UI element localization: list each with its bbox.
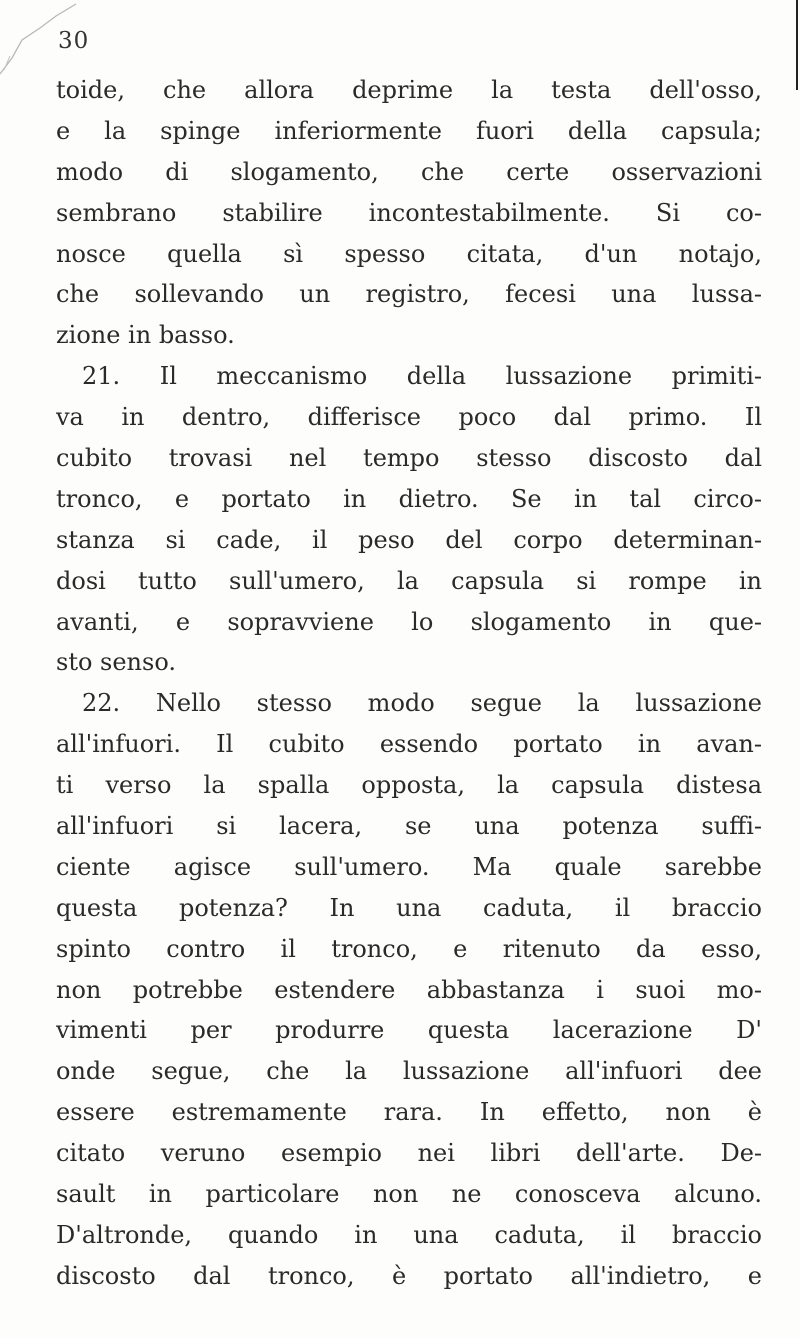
page-number: 30 <box>58 28 90 54</box>
text-line: spinto contro il tronco, e ritenuto da esso, <box>56 934 762 963</box>
text-line: cubito trovasi nel tempo stesso discosto dal <box>56 444 762 473</box>
text-line: sault in particolare non ne conosceva alcuno. <box>56 1180 762 1209</box>
paragraph-22-start: 22. Nello stesso modo segue la lussazione <box>82 689 762 718</box>
text-line: ciente agisce sull'umero. Ma quale sarebbe <box>56 852 762 881</box>
text-line: che sollevando un registro, fecesi una lussa- <box>56 280 762 309</box>
text-line: avanti, e sopravviene lo slogamento in que- <box>56 607 762 636</box>
text-line: sto senso. <box>56 648 176 677</box>
text-line: sembrano stabilire incontestabilmente. Si co- <box>56 198 762 227</box>
text-line: discosto dal tronco, è portato all'indietro, e <box>56 1261 762 1290</box>
text-line: tronco, e portato in dietro. Se in tal circo- <box>56 484 762 513</box>
text-line: ti verso la spalla opposta, la capsula distesa <box>56 771 762 800</box>
text-line: non potrebbe estendere abbastanza i suoi mo- <box>56 975 762 1004</box>
text-line: essere estremamente rara. In effetto, non è <box>56 1098 762 1127</box>
text-line: modo di slogamento, che certe osservazioni <box>56 157 762 186</box>
text-line: questa potenza? In una caduta, il braccio <box>56 893 762 922</box>
text-line: all'infuori. Il cubito essendo portato in avan- <box>56 730 762 759</box>
text-line: onde segue, che la lussazione all'infuori dee <box>56 1057 762 1086</box>
page-edge-line <box>796 0 798 90</box>
text-line: dosi tutto sull'umero, la capsula si rompe in <box>56 566 762 595</box>
text-line: zione in basso. <box>56 321 235 350</box>
text-line: citato veruno esempio nei libri dell'arte. De- <box>56 1139 762 1168</box>
text-line: D'altronde, quando in una caduta, il braccio <box>56 1220 762 1249</box>
body-text <box>56 70 762 1297</box>
text-line: va in dentro, differisce poco dal primo. Il <box>56 403 762 432</box>
text-line: e la spinge inferiormente fuori della capsula; <box>56 116 762 145</box>
text-line: nosce quella sì spesso citata, d'un notajo, <box>56 239 762 268</box>
text-line: stanza si cade, il peso del corpo determinan- <box>56 525 762 554</box>
text-line: toide, che allora deprime la testa dell'osso, <box>56 76 762 104</box>
paragraph-21-start: 21. Il meccanismo della lussazione primiti- <box>82 362 762 391</box>
text-line: all'infuori si lacera, se una potenza suffi- <box>56 812 762 841</box>
text-line: vimenti per produrre questa lacerazione D' <box>56 1016 762 1045</box>
